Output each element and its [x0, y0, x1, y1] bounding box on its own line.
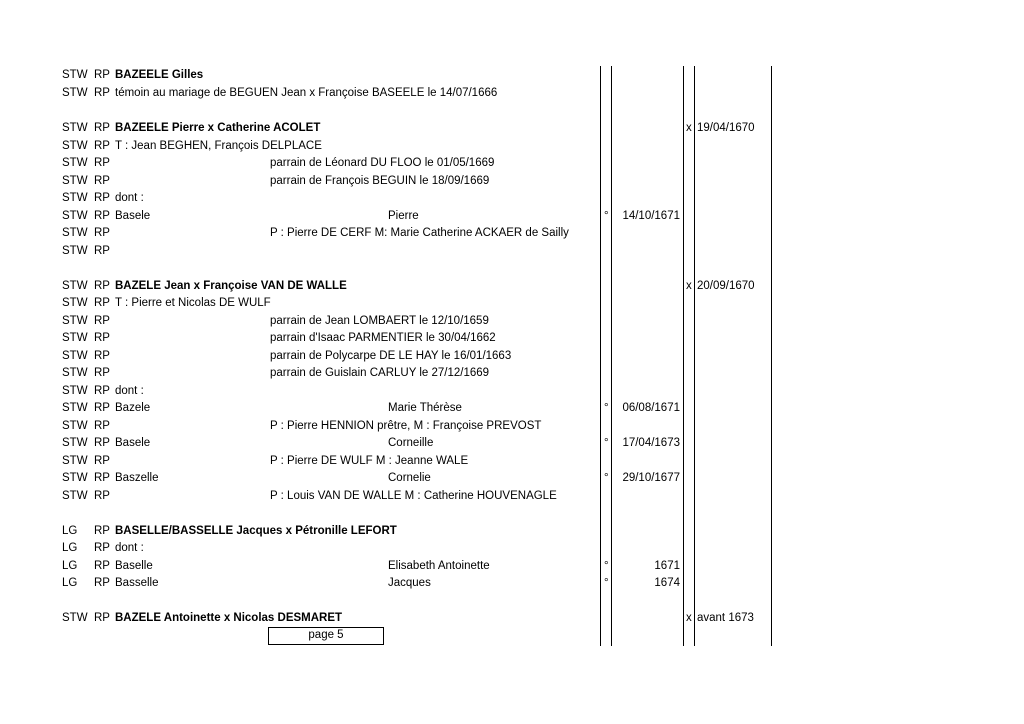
marriage-mark: x	[686, 122, 692, 134]
table-row	[0, 452, 1024, 470]
entry-detail: parrain de Jean LOMBAERT le 12/10/1659	[270, 315, 489, 327]
child-name: Corneille	[388, 437, 434, 449]
table-row	[0, 224, 1024, 242]
page-number: page 5	[308, 629, 344, 641]
register-code: RP	[94, 122, 110, 134]
source-code: LG	[62, 542, 78, 554]
source-code: STW	[62, 437, 88, 449]
register-code: RP	[94, 350, 110, 362]
source-code: STW	[62, 69, 88, 81]
register-code: RP	[94, 192, 110, 204]
entry-text: Basele	[115, 210, 151, 222]
source-code: LG	[62, 577, 78, 589]
register-code: RP	[94, 455, 110, 467]
birth-date: 06/08/1671	[622, 402, 680, 414]
table-row	[0, 84, 1024, 102]
child-name: Jacques	[388, 577, 431, 589]
page-number-box	[268, 627, 384, 645]
source-code: STW	[62, 192, 88, 204]
source-code: STW	[62, 87, 88, 99]
entry-detail: P : Louis VAN DE WALLE M : Catherine HOUVENAGLE	[270, 490, 557, 502]
register-code: RP	[94, 367, 110, 379]
source-code: STW	[62, 245, 88, 257]
source-code: STW	[62, 175, 88, 187]
table-row	[0, 207, 1024, 225]
table-row	[0, 609, 1024, 627]
entry-detail: parrain de Polycarpe DE LE HAY le 16/01/1663	[270, 350, 512, 362]
entry-detail: parrain de Léonard DU FLOO le 01/05/1669	[270, 157, 495, 169]
marriage-date: avant 1673	[697, 612, 754, 624]
register-code: RP	[94, 560, 110, 572]
register-code: RP	[94, 280, 110, 292]
source-code: STW	[62, 140, 88, 152]
entry-text: Baszelle	[115, 472, 159, 484]
marriage-date: 19/04/1670	[697, 122, 755, 134]
entry-text: BAZELE Jean x Françoise VAN DE WALLE	[115, 280, 347, 292]
table-row	[0, 66, 1024, 84]
source-code: STW	[62, 420, 88, 432]
entry-text: BASELLE/BASSELLE Jacques x Pétronille LEFORT	[115, 525, 397, 537]
entry-text: Baselle	[115, 560, 153, 572]
entry-text: T : Jean BEGHEN, François DELPLACE	[115, 140, 322, 152]
register-code: RP	[94, 420, 110, 432]
table-row	[0, 312, 1024, 330]
source-code: STW	[62, 490, 88, 502]
register-code: RP	[94, 87, 110, 99]
register-code: RP	[94, 210, 110, 222]
table-row	[0, 487, 1024, 505]
birth-mark: °	[604, 577, 609, 589]
entry-text: BAZEELE Gilles	[115, 69, 204, 81]
column-divider	[771, 66, 772, 646]
birth-mark: °	[604, 402, 609, 414]
register-code: RP	[94, 542, 110, 554]
table-row	[0, 557, 1024, 575]
register-code: RP	[94, 175, 110, 187]
child-name: Pierre	[388, 210, 419, 222]
birth-date: 29/10/1677	[622, 472, 680, 484]
table-row	[0, 522, 1024, 540]
entry-text: Bazele	[115, 402, 151, 414]
register-code: RP	[94, 577, 110, 589]
marriage-mark: x	[686, 280, 692, 292]
entry-text: dont :	[115, 192, 144, 204]
register-code: RP	[94, 525, 110, 537]
column-divider	[694, 66, 695, 646]
source-code: STW	[62, 612, 88, 624]
column-divider	[600, 66, 601, 646]
table-row	[0, 434, 1024, 452]
entry-detail: parrain de Guislain CARLUY le 27/12/1669	[270, 367, 490, 379]
table-row	[0, 154, 1024, 172]
entry-text: BAZELE Antoinette x Nicolas DESMARET	[115, 612, 343, 624]
entry-text: T : Pierre et Nicolas DE WULF	[115, 297, 271, 309]
birth-date: 1671	[654, 560, 680, 572]
entry-text: témoin au mariage de BEGUEN Jean x Françoise BASEELE le 14/07/1666	[115, 87, 498, 99]
table-row	[0, 347, 1024, 365]
entry-detail: P : Pierre DE CERF M: Marie Catherine ACKAER de Sailly	[270, 227, 569, 239]
source-code: STW	[62, 402, 88, 414]
entry-detail: P : Pierre HENNION prêtre, M : Françoise PREVOST	[270, 420, 542, 432]
birth-date: 17/04/1673	[622, 437, 680, 449]
entry-text: dont :	[115, 385, 144, 397]
source-code: STW	[62, 297, 88, 309]
source-code: STW	[62, 227, 88, 239]
source-code: STW	[62, 210, 88, 222]
source-code: STW	[62, 455, 88, 467]
table-row	[0, 329, 1024, 347]
register-code: RP	[94, 472, 110, 484]
register-code: RP	[94, 69, 110, 81]
register-code: RP	[94, 297, 110, 309]
source-code: STW	[62, 350, 88, 362]
birth-date: 14/10/1671	[622, 210, 680, 222]
child-name: Elisabeth Antoinette	[388, 560, 490, 572]
register-code: RP	[94, 332, 110, 344]
table-row	[0, 364, 1024, 382]
column-divider	[611, 66, 612, 646]
table-row	[0, 172, 1024, 190]
entry-text: Basele	[115, 437, 151, 449]
register-code: RP	[94, 490, 110, 502]
birth-mark: °	[604, 560, 609, 572]
table-row	[0, 277, 1024, 295]
source-code: LG	[62, 525, 78, 537]
birth-date: 1674	[654, 577, 680, 589]
source-code: STW	[62, 280, 88, 292]
entry-text: BAZEELE Pierre x Catherine ACOLET	[115, 122, 321, 134]
register-code: RP	[94, 402, 110, 414]
marriage-date: 20/09/1670	[697, 280, 755, 292]
table-row	[0, 119, 1024, 137]
source-code: STW	[62, 367, 88, 379]
register-code: RP	[94, 385, 110, 397]
table-row	[0, 382, 1024, 400]
table-row	[0, 242, 1024, 260]
column-divider	[683, 66, 684, 646]
table-row	[0, 417, 1024, 435]
entry-text: dont :	[115, 542, 144, 554]
entry-detail: parrain d'Isaac PARMENTIER le 30/04/1662	[270, 332, 496, 344]
source-code: STW	[62, 122, 88, 134]
register-code: RP	[94, 227, 110, 239]
register-code: RP	[94, 157, 110, 169]
entry-text: Basselle	[115, 577, 159, 589]
birth-mark: °	[604, 437, 609, 449]
source-code: STW	[62, 472, 88, 484]
source-code: LG	[62, 560, 78, 572]
register-code: RP	[94, 437, 110, 449]
register-code: RP	[94, 245, 110, 257]
table-row	[0, 399, 1024, 417]
register-code: RP	[94, 315, 110, 327]
source-code: STW	[62, 385, 88, 397]
source-code: STW	[62, 157, 88, 169]
table-row	[0, 539, 1024, 557]
table-row	[0, 574, 1024, 592]
child-name: Cornelie	[388, 472, 431, 484]
table-row	[0, 137, 1024, 155]
birth-mark: °	[604, 472, 609, 484]
register-code: RP	[94, 612, 110, 624]
table-row	[0, 189, 1024, 207]
register-code: RP	[94, 140, 110, 152]
source-code: STW	[62, 332, 88, 344]
child-name: Marie Thérèse	[388, 402, 462, 414]
marriage-mark: x	[686, 612, 692, 624]
table-row	[0, 294, 1024, 312]
source-code: STW	[62, 315, 88, 327]
entry-detail: P : Pierre DE WULF M : Jeanne WALE	[270, 455, 469, 467]
birth-mark: °	[604, 210, 609, 222]
table-row	[0, 469, 1024, 487]
entry-detail: parrain de François BEGUIN le 18/09/1669	[270, 175, 490, 187]
